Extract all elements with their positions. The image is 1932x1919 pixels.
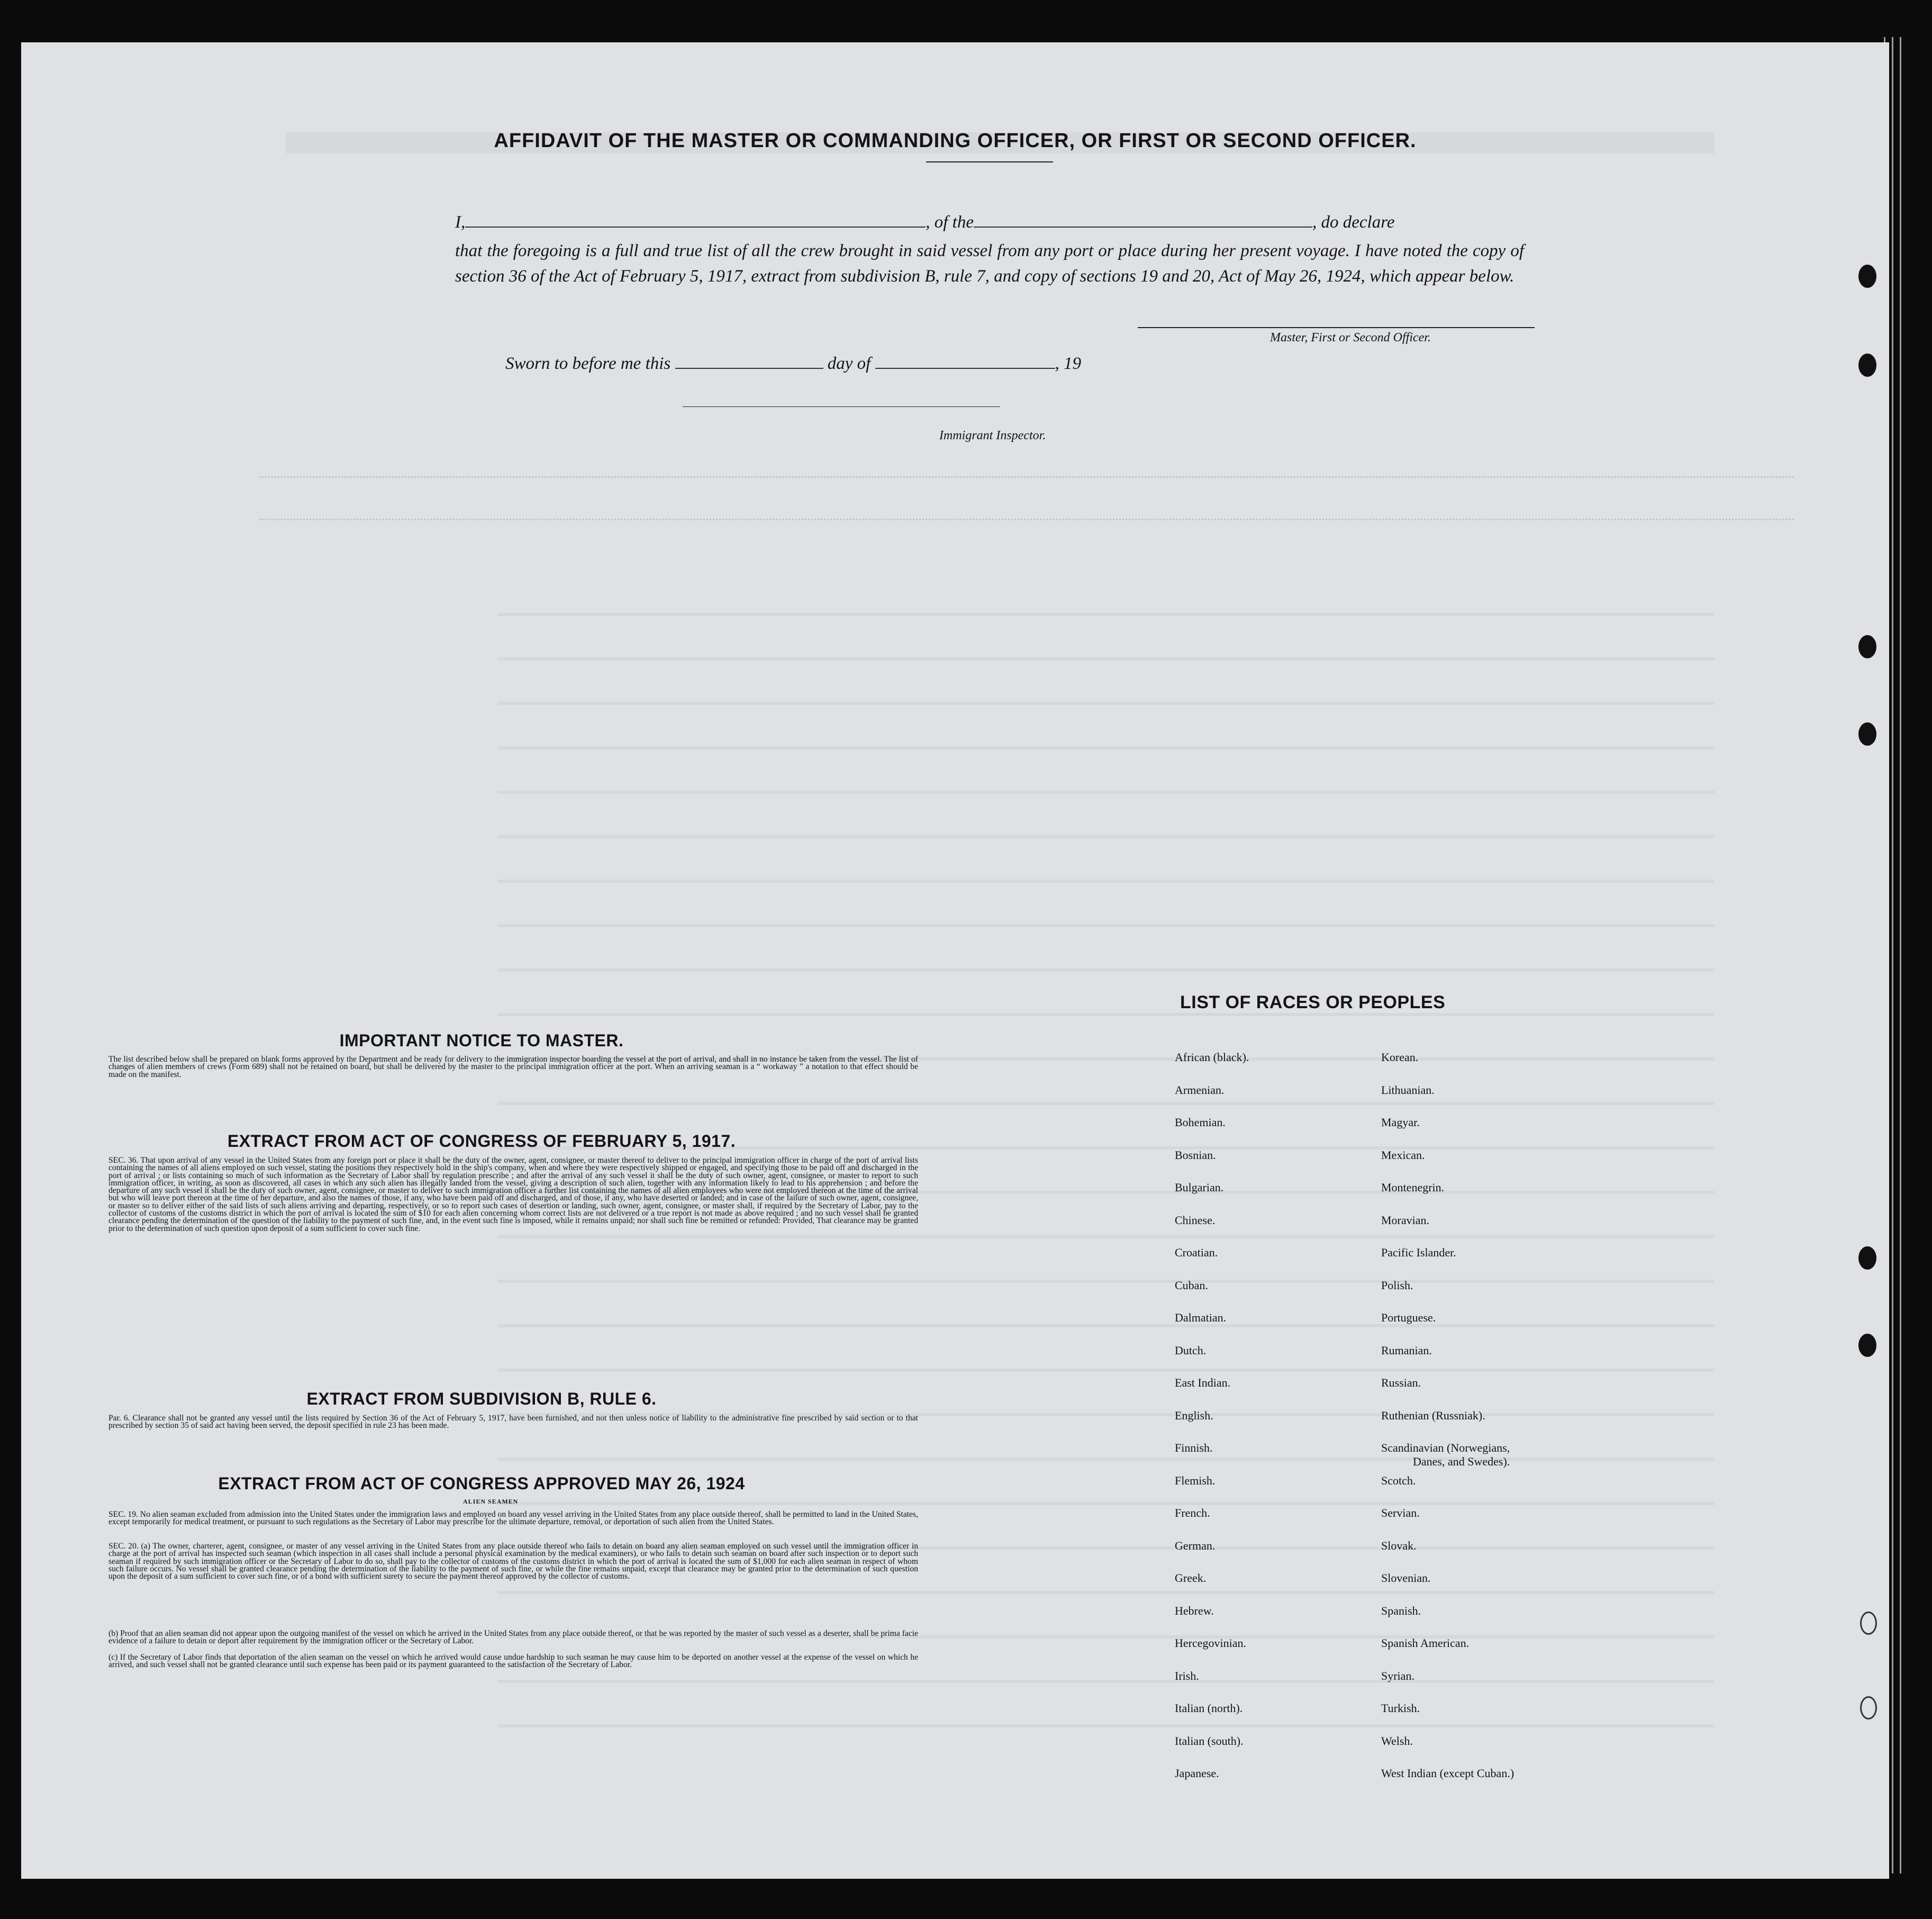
- affidavit-declaration-line: [455, 211, 1524, 232]
- signature-line[interactable]: [1138, 327, 1535, 328]
- day-of-label: day of: [827, 354, 871, 373]
- race-item: West Indian (except Cuban.): [1381, 1767, 1514, 1780]
- races-title: LIST OF RACES OR PEOPLES: [1180, 992, 1446, 1012]
- binder-hole: [1858, 1246, 1876, 1270]
- sworn-line: [505, 352, 1081, 374]
- race-item: Japanese.: [1175, 1767, 1219, 1780]
- race-item: Syrian.: [1381, 1669, 1414, 1682]
- race-item: English.: [1175, 1408, 1213, 1422]
- race-item: Slovenian.: [1381, 1571, 1431, 1585]
- race-item: Russian.: [1381, 1376, 1421, 1389]
- race-item: Moravian.: [1381, 1213, 1430, 1227]
- extract-1917-title: EXTRACT FROM ACT OF CONGRESS OF FEBRUARY 5, 1917.: [227, 1132, 736, 1151]
- binder-hole: [1858, 265, 1876, 288]
- binder-hole: [1858, 354, 1876, 377]
- race-item: Scotch.: [1381, 1473, 1416, 1487]
- race-item: Turkish.: [1381, 1701, 1420, 1715]
- race-item: Hebrew.: [1175, 1604, 1214, 1617]
- race-item: Polish.: [1381, 1278, 1413, 1292]
- extract-1917-body: SEC. 36. That upon arrival of any vessel in the United States from any foreign port or place it shall be the duty of the owner, agent, consignee, or master thereof to deliver to the principal immigration officer in charge of the port of arrival lists containing the names of all aliens employed on such vessel, stating the positions they respectively hold in the ship's company, when and where they were respectively shipped or engaged, and specifying those to be paid off and discharged in the port of arrival ; or lists containing so much of such information as the Secretary of Labor shall by regulation prescribe ; and after the arrival of any such vessel it shall be the duty of such owner, agent, consignee, or master to report to such immigration officer, in writing, as soon as discovered, all cases in which any such alien has illegally landed from the vessel, giving a description of such alien, together with any information likely to lead to his apprehension ; and before the departure of any such vessel it shall be the duty of such owner, agent, consignee, or master to deliver to such immigration officer a further list containing the names of all alien employees who were not employed thereon at the time of the arrival but who will leave port thereon at the time of her departure, and also the names of those, if any, who have been paid off and discharged, and of those, if any, who have deserted or landed; and in case of the failure of such owner, agent, consignee, or master so to deliver either of the said lists of such aliens arriving and departing, respectively, or so to report such cases of desertion or landing, such owner, agent, consignee, or master shall, if required by the Secretary of Labor, pay to the collector of customs of the customs district in which the port of arrival is located the sum of $10 for each alien concerning whom correct lists are not delivered or a true report is not made as above required ; and no such vessel shall be granted clearance pending the determination of the question of the liability to the payment of such fine, and, in the event such fine is imposed, while it remains unpaid; nor shall such fine be remitted or refunded: Provided, That clearance may be granted prior to the determination of such question upon deposit of a sum sufficient to cover such fine.: [108, 1156, 918, 1233]
- race-item: Rumanian.: [1381, 1343, 1432, 1357]
- declarant-prefix: I,: [455, 213, 466, 232]
- race-item: Spanish.: [1381, 1604, 1421, 1617]
- extract-1924-sec20b: (b) Proof that an alien seaman did not appear upon the outgoing manifest of the vessel on which he arrived in the United States from any place outside thereof, or that he was reported by the master of such vessel as a deserter, shall be prima facie evidence of a failure to detain or deport after requirement by the immigration officer or the Secretary of Labor.: [108, 1629, 918, 1646]
- race-item: Italian (north).: [1175, 1701, 1243, 1715]
- declarant-name-field[interactable]: [465, 211, 926, 228]
- show-through-background: [21, 42, 1889, 1879]
- alien-seamen-subtitle: ALIEN SEAMEN: [463, 1498, 519, 1505]
- extract-1924-sec20c: (c) If the Secretary of Labor finds that deportation of the alien seaman on the vessel on which he arrived would cause undue hardship to such seaman he may cause him to be deported on another vessel at the expense of the vessel on which he arrived, and such vessel shall not be granted clearance until such expense has been paid or its payment guaranteed to the satisfaction of the Secretary of Labor.: [108, 1653, 918, 1670]
- race-item: African (black).: [1175, 1051, 1249, 1064]
- signature-label: Master, First or Second Officer.: [1270, 331, 1431, 345]
- race-item: Bulgarian.: [1175, 1181, 1224, 1194]
- extract-1924-sec20a: SEC. 20. (a) The owner, charterer, agent, consignee, or master of any vessel arriving in the United States from any place outside thereof who fails to detain on board any alien seaman employed on such vessel until the immigration officer in charge at the port of arrival has inspected such seaman (which inspection in all cases shall include a personal physical examination by the medical examiners), or who fails to detain such seaman on board after such inspection or to deport such seaman if required by such immigration officer or the Secretary of Labor to do so, shall pay to the collector of customs of the customs district in which the port of arrival is located the sum of $1,000 for each alien seaman in respect of whom such failure occurs. No vessel shall be granted clearance pending the determination of the liability to the payment of such fine, or while the fine remains unpaid, except that clearance may be granted prior to the determination of such question upon the deposit of a sum sufficient to cover such fine, or of a bond with sufficient surety to secure the payment thereof approved by the collector of customs.: [108, 1542, 918, 1581]
- race-item: Bohemian.: [1175, 1116, 1226, 1129]
- title-underline: [926, 161, 1053, 162]
- extract-rule6-title: EXTRACT FROM SUBDIVISION B, RULE 6.: [306, 1389, 657, 1408]
- race-item: Slovak.: [1381, 1538, 1417, 1552]
- page-edge: [1892, 37, 1893, 1873]
- race-item: Chinese.: [1175, 1213, 1216, 1227]
- year-label: , 19: [1055, 354, 1082, 373]
- notice-title: IMPORTANT NOTICE TO MASTER.: [339, 1031, 624, 1050]
- race-item: Greek.: [1175, 1571, 1207, 1585]
- race-item: Danes, and Swedes).: [1413, 1455, 1510, 1468]
- race-item: East Indian.: [1175, 1376, 1231, 1389]
- inspector-signature-line[interactable]: [683, 406, 1000, 407]
- sworn-label: Sworn to before me this: [505, 354, 671, 373]
- race-item: Spanish American.: [1381, 1636, 1470, 1650]
- sworn-month-field[interactable]: [875, 352, 1055, 369]
- race-item: Ruthenian (Russniak).: [1381, 1408, 1485, 1422]
- race-item: Dalmatian.: [1175, 1311, 1227, 1324]
- race-item: German.: [1175, 1538, 1216, 1552]
- binder-hole: [1860, 1612, 1877, 1635]
- race-item: Mexican.: [1381, 1148, 1425, 1162]
- race-item: Servian.: [1381, 1506, 1420, 1519]
- extract-1924-title: EXTRACT FROM ACT OF CONGRESS APPROVED MAY 26, 1924: [218, 1474, 745, 1493]
- race-item: Magyar.: [1381, 1116, 1420, 1129]
- of-the-label: , of the: [926, 213, 974, 232]
- affidavit-body: that the foregoing is a full and true list of all the crew brought in said vessel from any port or place during her present voyage. I have noted the copy of section 36 of the Act of February 5, 1917, extract from subdivision B, rule 7, and copy of sections 19 and 20, Act of May 26, 1924, which appear below.: [455, 241, 1524, 286]
- race-item: Korean.: [1381, 1051, 1419, 1064]
- extract-1924-sec19: SEC. 19. No alien seaman excluded from admission into the United States under the immigration laws and employed on board any vessel arriving in the United States from any place outside thereof, shall be permitted to land in the United States, except temporarily for medical treatment, or pursuant to such regulations as the Secretary of Labor may prescribe for the ultimate departure, removal, or deportation of such alien from the United States.: [108, 1510, 918, 1527]
- race-item: Cuban.: [1175, 1278, 1208, 1292]
- page-edge: [1900, 37, 1901, 1873]
- race-item: Hercegovinian.: [1175, 1636, 1246, 1650]
- race-item: Pacific Islander.: [1381, 1246, 1456, 1259]
- race-item: Croatian.: [1175, 1246, 1218, 1259]
- notice-body: The list described below shall be prepared on blank forms approved by the Department and be ready for delivery to the immigration inspector boarding the vessel at the port of arrival, and shall in no instance be taken from the vessel. The list of changes of alien members of crews (Form 689) shall not be retained on board, but shall be delivered by the master to the principal immigration officer at the port. When an arriving seaman is a “ workaway ” a notation to that effect should be made on the manifest.: [108, 1055, 918, 1079]
- vessel-name-field[interactable]: [974, 211, 1312, 228]
- race-item: Armenian.: [1175, 1083, 1224, 1097]
- race-item: Welsh.: [1381, 1734, 1413, 1748]
- race-item: Montenegrin.: [1381, 1181, 1445, 1194]
- binder-hole: [1860, 1696, 1877, 1719]
- race-item: Italian (south).: [1175, 1734, 1244, 1748]
- manifest-page-reverse: [21, 42, 1889, 1879]
- race-item: Irish.: [1175, 1669, 1199, 1682]
- race-item: Finnish.: [1175, 1441, 1213, 1454]
- race-item: Flemish.: [1175, 1473, 1216, 1487]
- extract-rule6-body: Par. 6. Clearance shall not be granted any vessel until the lists required by Section 36 of the Act of February 5, 1917, have been furnished, and not then unless notice of liability to the administrative fine prescribed by said section or to that prescribed by section 35 of said act having been served, the deposit specified in rule 23 has been made.: [108, 1414, 918, 1431]
- declare-label: , do declare: [1312, 213, 1395, 232]
- race-item: Dutch.: [1175, 1343, 1207, 1357]
- race-item: Portuguese.: [1381, 1311, 1436, 1324]
- binder-hole: [1858, 722, 1876, 746]
- race-item: Bosnian.: [1175, 1148, 1216, 1162]
- inspector-label: Immigrant Inspector.: [939, 429, 1046, 442]
- binder-hole: [1858, 635, 1876, 658]
- race-item: Scandinavian (Norwegians,: [1381, 1441, 1510, 1454]
- race-item: French.: [1175, 1506, 1210, 1519]
- sworn-day-field[interactable]: [675, 352, 823, 369]
- affidavit-title: AFFIDAVIT OF THE MASTER OR COMMANDING OFFICER, OR FIRST OR SECOND OFFICER.: [494, 130, 1417, 152]
- binder-hole: [1858, 1334, 1876, 1357]
- race-item: Lithuanian.: [1381, 1083, 1435, 1097]
